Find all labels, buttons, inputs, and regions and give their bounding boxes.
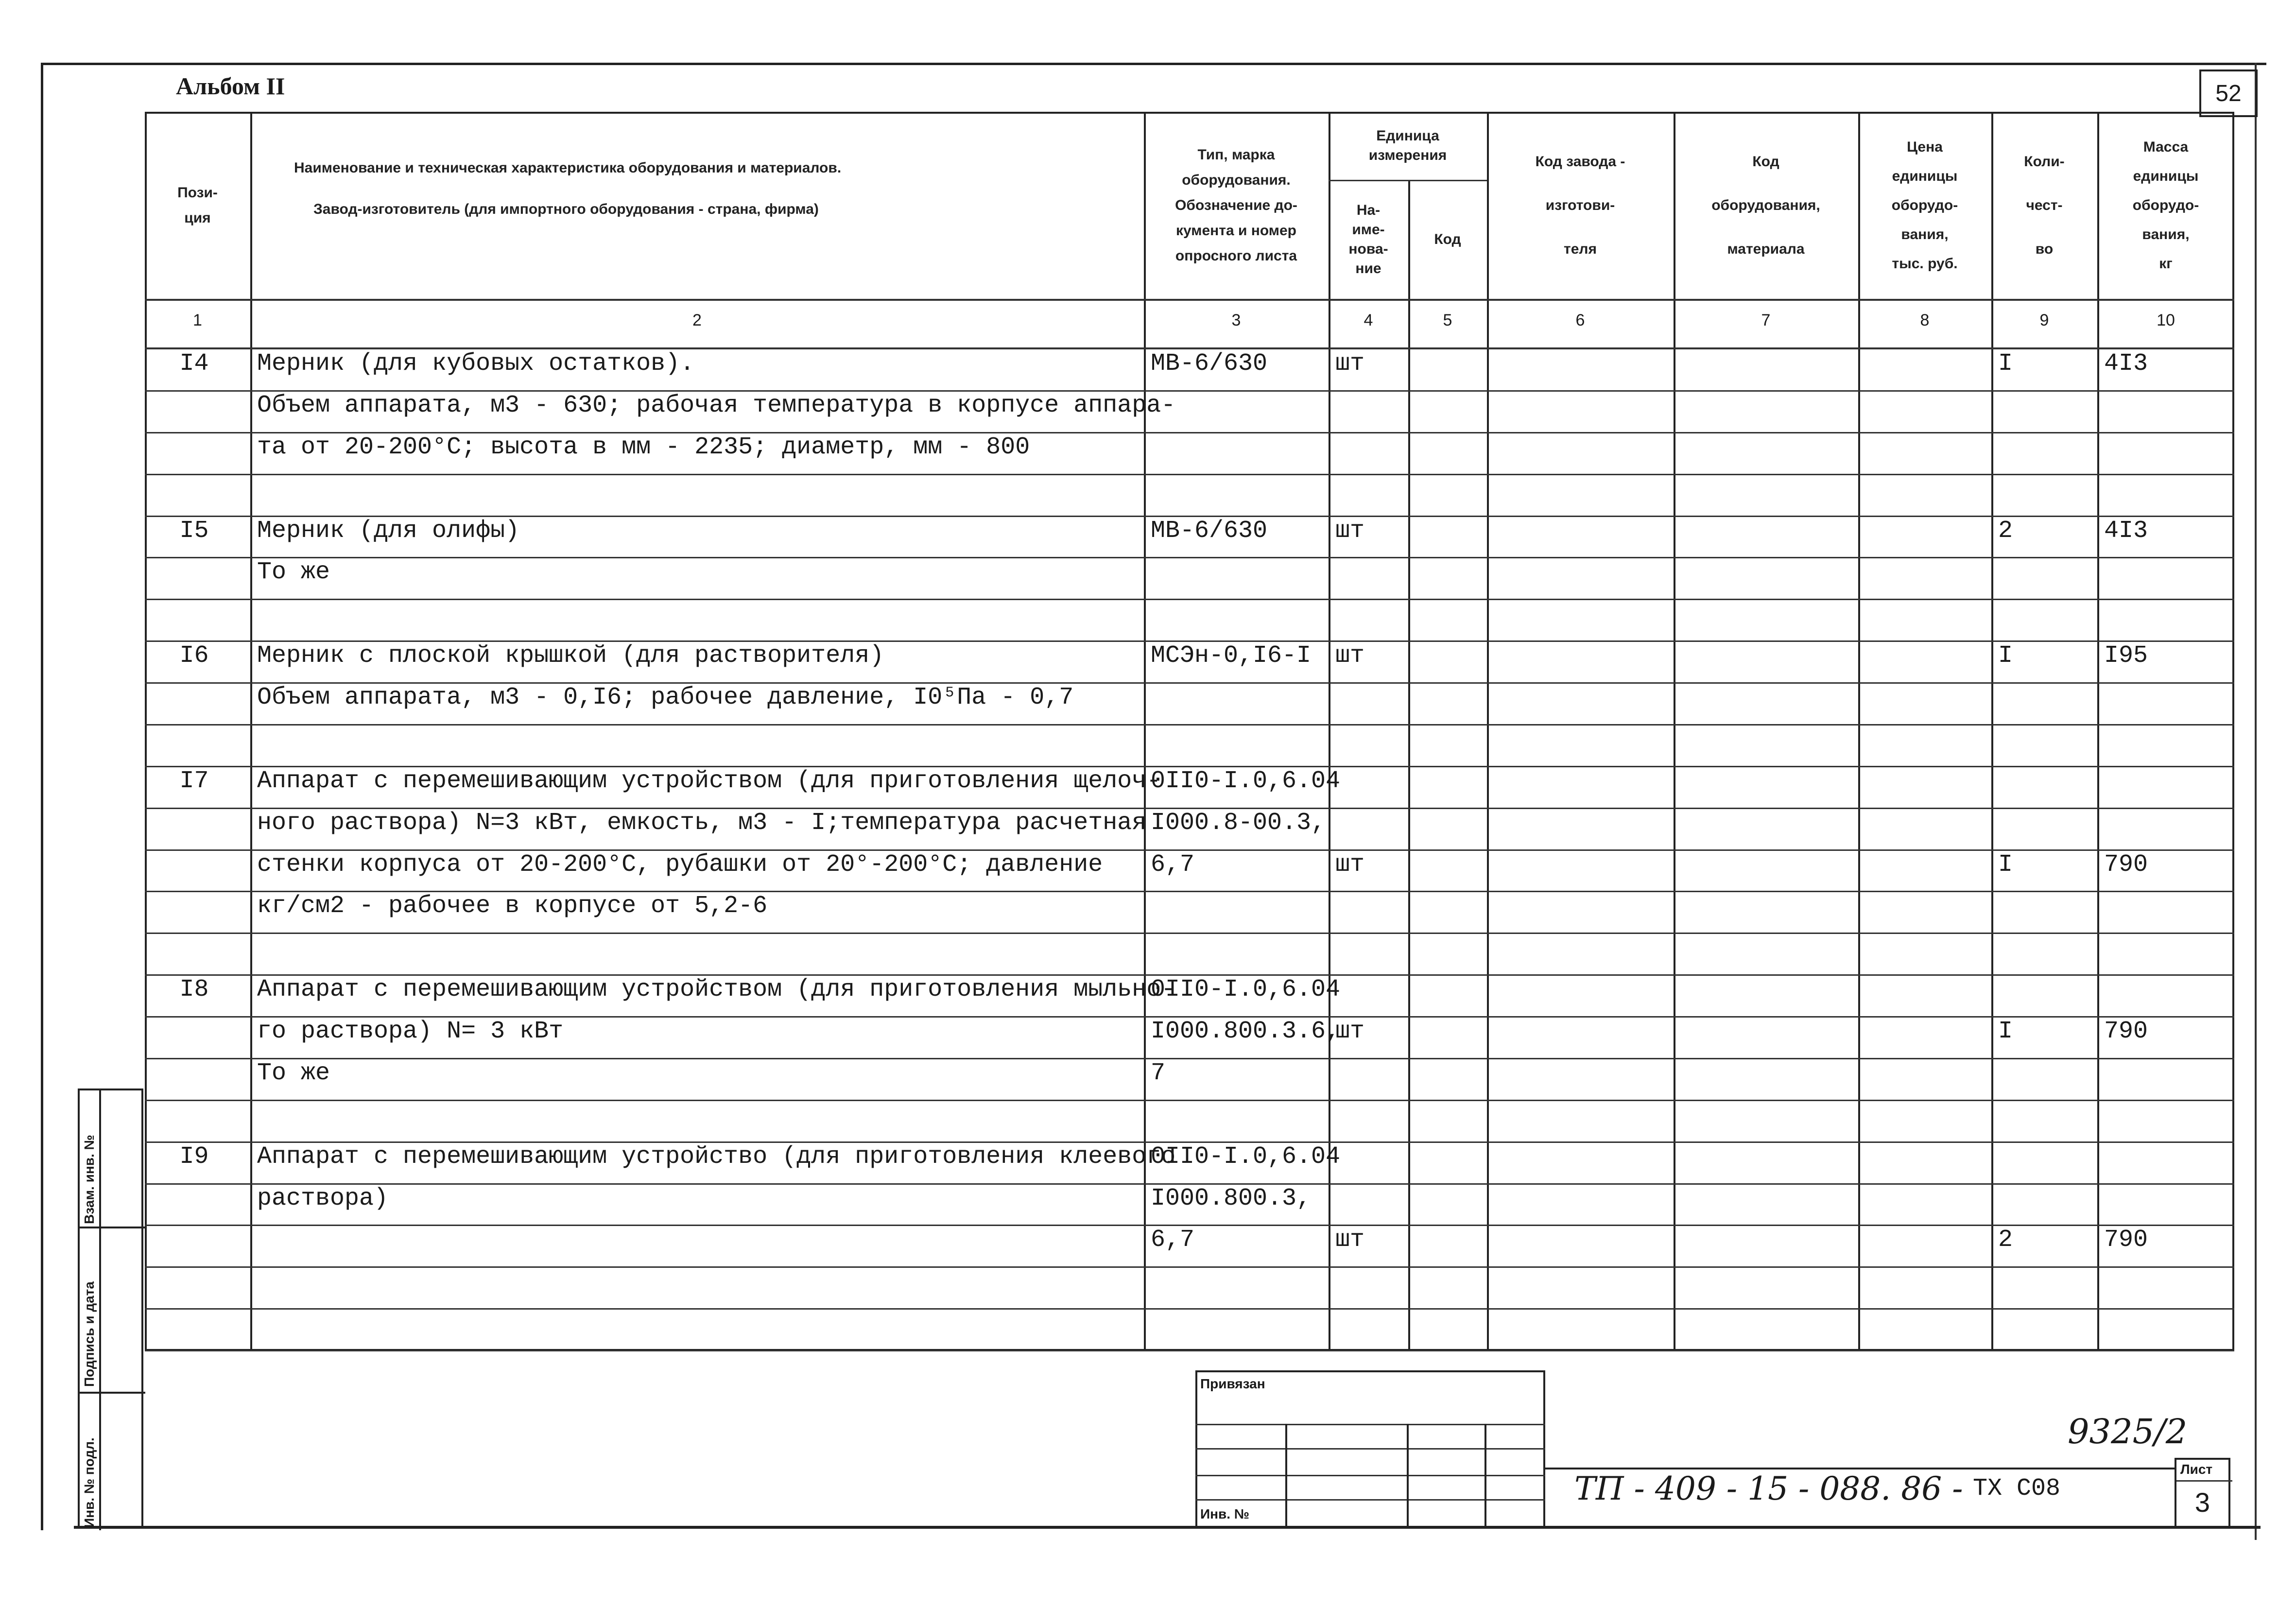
row-position: I5	[179, 517, 209, 545]
stamp-line	[1195, 1448, 1545, 1450]
row-name: та от 20-200°С; высота в мм - 2235; диаметр, мм - 800	[257, 433, 1030, 461]
side-label-original-inv: Инв. № подл.	[82, 1437, 97, 1528]
row-unit: шт	[1335, 642, 1365, 670]
specification-table	[145, 112, 2234, 1351]
row-mass: 790	[2104, 1018, 2148, 1045]
row-unit: шт	[1335, 850, 1365, 879]
column-number: 10	[2157, 311, 2175, 329]
row-position: I4	[179, 350, 209, 378]
row-unit: шт	[1335, 350, 1365, 378]
row-quantity: I	[1998, 1018, 2013, 1045]
side-divider	[99, 1090, 101, 1530]
stamp-col	[1485, 1424, 1486, 1528]
row-name: го раствора) N= 3 кВт	[257, 1018, 564, 1045]
row-name: Объем аппарата, м3 - 630; рабочая температура в корпусе аппара-	[257, 391, 1176, 419]
row-mass: 790	[2104, 1226, 2148, 1254]
row-mass: 790	[2104, 850, 2148, 879]
row-type: I000.800.3,	[1151, 1184, 1312, 1212]
row-position: I8	[179, 976, 209, 1004]
row-name: ного раствора) N=3 кВт, емкость, м3 - I;температура расчетная	[257, 809, 1147, 837]
row-type: 0II0-I.0,6.04	[1151, 767, 1341, 795]
title-block	[1195, 1370, 1545, 1528]
stamp-line	[1195, 1475, 1545, 1476]
stamp-line	[1195, 1424, 1545, 1425]
header-unit: Единица измерения	[1368, 128, 1447, 163]
row-line	[145, 557, 2234, 558]
row-line	[145, 1266, 2234, 1268]
row-type: 6,7	[1151, 850, 1195, 879]
row-name: Аппарат с перемешивающим устройством (для приготовления мыльно-	[257, 976, 1176, 1004]
stamp-inv-label: Инв. №	[1200, 1506, 1250, 1521]
row-quantity: I	[1998, 350, 2013, 378]
row-name: Мерник (для олифы)	[257, 517, 520, 545]
row-type: 6,7	[1151, 1226, 1195, 1254]
row-type: 7	[1151, 1059, 1166, 1087]
row-name: То же	[257, 1059, 330, 1087]
header-name	[250, 112, 1144, 299]
row-line	[145, 1058, 2234, 1059]
stamp-line	[1195, 1499, 1545, 1501]
row-mass: 4I3	[2104, 517, 2148, 545]
header-position: Пози- ция	[177, 184, 218, 226]
row-unit: шт	[1335, 1226, 1365, 1254]
row-unit: шт	[1335, 1018, 1365, 1045]
row-name: Мерник (для кубовых остатков).	[257, 350, 695, 378]
table-body	[145, 349, 2234, 1351]
row-line	[145, 933, 2234, 934]
column-number: 6	[1575, 311, 1585, 329]
row-mass: I95	[2104, 642, 2148, 670]
header-name-line2: Завод-изготовитель (для импортного оборудования - страна, фирма)	[313, 201, 819, 217]
row-name: стенки корпуса от 20-200°С, рубашки от 20°-200°С; давление	[257, 850, 1103, 879]
row-quantity: I	[1998, 642, 2013, 670]
handwritten-number: 9325/2	[2068, 1412, 2188, 1451]
document-suffix: ТХ С08	[1973, 1475, 2061, 1503]
header-bottom-line	[145, 299, 2234, 301]
row-name: кг/см2 - рабочее в корпусе от 5,2-6	[257, 892, 768, 920]
row-type: 0II0-I.0,6.04	[1151, 1142, 1341, 1171]
row-line	[145, 724, 2234, 726]
row-quantity: 2	[1998, 1226, 2013, 1254]
row-type: 0II0-I.0,6.04	[1151, 976, 1341, 1004]
row-name: Аппарат с перемешивающим устройство (для приготовления клеевого	[257, 1142, 1176, 1171]
column-number: 1	[193, 311, 202, 329]
header-mass: Масса единицы оборудо- вания, кг	[2132, 138, 2199, 272]
row-name: Мерник с плоской крышкой (для растворителя)	[257, 642, 884, 670]
sheet-number: 52	[2199, 69, 2258, 117]
row-name: Объем аппарата, м3 - 0,I6; рабочее давление, I0⁵Па - 0,7	[257, 684, 1074, 711]
sheet-frame-right	[2255, 63, 2257, 1540]
row-name: Аппарат с перемешивающим устройством (для приготовления щелоч-	[257, 767, 1161, 795]
row-type: I000.8-00.3,	[1151, 809, 1326, 837]
header-factory-code: Код завода - изготови- теля	[1535, 153, 1625, 257]
row-quantity: I	[1998, 850, 2013, 879]
header-unit-name: На- име- нова- ние	[1348, 202, 1388, 276]
header-quantity: Коли- чест- во	[2024, 153, 2065, 257]
row-position: I6	[179, 642, 209, 670]
sheet-label: Лист	[2180, 1462, 2213, 1477]
row-quantity: 2	[1998, 517, 2013, 545]
document-code: ТП - 409 - 15 - 088. 86 -	[1574, 1470, 1963, 1507]
column-number: 4	[1364, 311, 1373, 329]
column-number: 8	[1920, 311, 1930, 329]
header-price: Цена единицы оборудо- вания, тыс. руб.	[1891, 138, 1958, 272]
row-line	[145, 474, 2234, 475]
row-type: I000.800.3.6,	[1151, 1018, 1341, 1045]
side-label-replaced-inv: Взам. инв. №	[82, 1135, 97, 1224]
column-number: 9	[2039, 311, 2049, 329]
row-name: То же	[257, 558, 330, 587]
sheet-box-divider	[2176, 1480, 2232, 1482]
column-number: 3	[1231, 311, 1241, 329]
stamp-attached-label: Привязан	[1200, 1376, 1265, 1391]
row-unit: шт	[1335, 517, 1365, 545]
side-stamp	[78, 1089, 143, 1528]
row-line	[145, 1100, 2234, 1101]
header-equipment-code: Код оборудования, материала	[1711, 153, 1820, 257]
sheet-box	[2175, 1458, 2230, 1528]
row-line	[145, 1350, 2234, 1351]
side-label-signature-date: Подпись и дата	[82, 1281, 97, 1387]
row-type: МВ-6/630	[1151, 517, 1268, 545]
column-number: 7	[1761, 311, 1771, 329]
row-type: МВ-6/630	[1151, 350, 1268, 378]
stamp-col	[1285, 1424, 1287, 1528]
title-block-bottom-line	[1545, 1468, 2175, 1469]
row-position: I9	[179, 1142, 209, 1171]
row-name: раствора)	[257, 1184, 389, 1212]
sheet-value: 3	[2194, 1487, 2210, 1518]
row-line	[145, 1308, 2234, 1310]
stamp-col	[1407, 1424, 1409, 1528]
album-title: Альбом II	[176, 72, 285, 100]
column-number: 2	[692, 311, 702, 329]
row-mass: 4I3	[2104, 350, 2148, 378]
sheet-frame-bottom	[74, 1526, 2261, 1529]
row-type: МСЭн-0,I6-I	[1151, 642, 1312, 670]
side-divider	[80, 1227, 145, 1228]
row-line	[145, 599, 2234, 600]
column-number: 5	[1443, 311, 1452, 329]
side-divider	[80, 1392, 145, 1394]
row-position: I7	[179, 767, 209, 795]
header-unit-code: Код	[1434, 231, 1461, 247]
header-type: Тип, марка оборудования. Обозначение до- кумента и номер опросного листа	[1175, 146, 1297, 264]
header-name-line1: Наименование и техническая характеристика оборудования и материалов.	[294, 160, 842, 176]
